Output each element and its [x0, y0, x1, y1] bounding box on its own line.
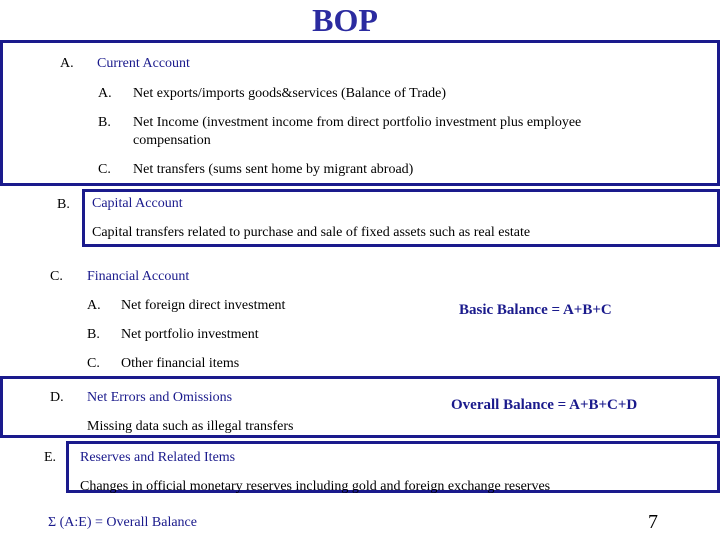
current-account-heading: Current Account	[97, 56, 190, 71]
current-item-c-letter: C.	[98, 162, 111, 177]
capital-account-description: Capital transfers related to purchase and sale of fixed assets such as real estate	[92, 225, 531, 240]
financial-item-b-letter: B.	[87, 327, 100, 342]
errors-omissions-heading: Net Errors and Omissions	[87, 390, 233, 405]
section-b-letter: B.	[57, 197, 70, 212]
current-item-b-text-line1: Net Income (investment income from direct portfolio investment plus employee	[133, 115, 582, 130]
financial-item-b-text: Net portfolio investment	[121, 327, 259, 342]
basic-balance-formula: Basic Balance = A+B+C	[459, 302, 612, 318]
sum-formula: Σ (A:E) = Overall Balance	[48, 515, 197, 530]
errors-omissions-description: Missing data such as illegal transfers	[87, 419, 294, 434]
current-item-c-text: Net transfers (sums sent home by migrant abroad)	[133, 162, 414, 177]
financial-item-a-text: Net foreign direct investment	[121, 298, 286, 313]
reserves-heading: Reserves and Related Items	[80, 450, 236, 465]
current-item-b-letter: B.	[98, 115, 111, 130]
financial-item-c-text: Other financial items	[121, 356, 240, 371]
financial-item-a-letter: A.	[87, 298, 101, 313]
financial-account-heading: Financial Account	[87, 269, 190, 284]
reserves-description: Changes in official monetary reserves including gold and foreign exchange reserves	[80, 479, 551, 494]
current-item-a-text: Net exports/imports goods&services (Balance of Trade)	[133, 86, 446, 101]
overall-balance-formula: Overall Balance = A+B+C+D	[451, 397, 638, 413]
section-d-letter: D.	[50, 390, 64, 405]
capital-account-heading: Capital Account	[92, 196, 183, 211]
current-item-b-text-line2: compensation	[133, 133, 211, 148]
current-item-a-letter: A.	[98, 86, 112, 101]
financial-item-c-letter: C.	[87, 356, 100, 371]
section-a-letter: A.	[60, 56, 74, 71]
section-c-letter: C.	[50, 269, 63, 284]
section-e-letter: E.	[44, 450, 57, 465]
slide-title: BOP	[312, 2, 378, 38]
page-number: 7	[648, 511, 658, 533]
